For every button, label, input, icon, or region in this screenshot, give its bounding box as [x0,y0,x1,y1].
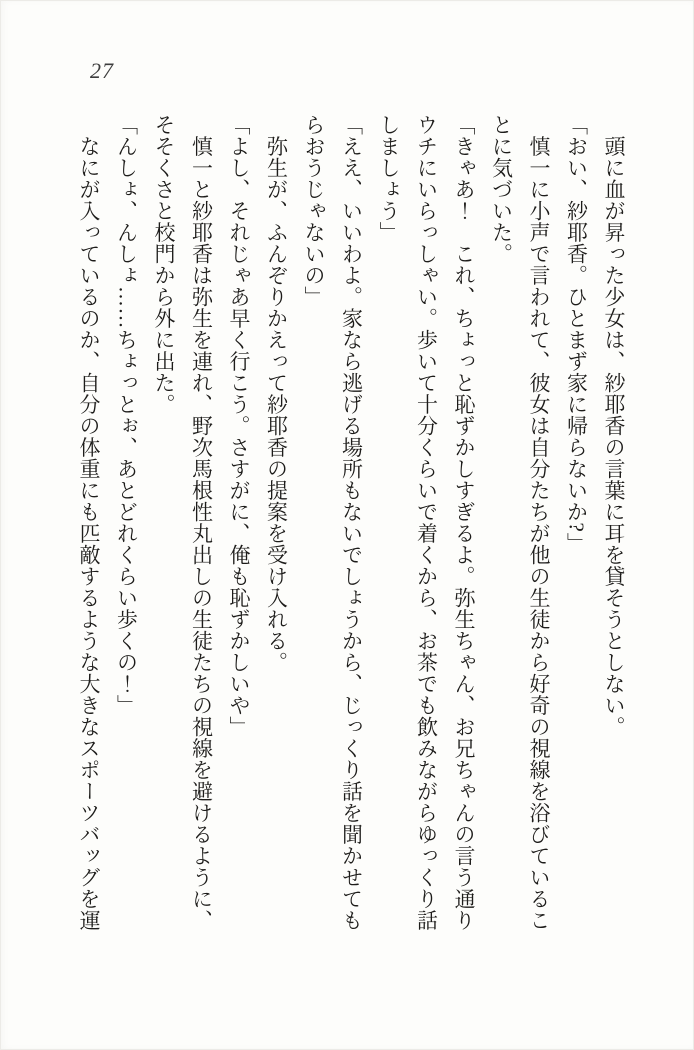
paragraph: 「よし、それじゃあ早く行こう。さすがに、俺も恥ずかしいや」 [227,114,251,738]
paragraph: なにが入っているのか、自分の体重にも匹敵するような大きなスポーツバッグを運 [77,114,101,931]
paragraph: 慎一と紗耶香は弥生を連れ、野次馬根性丸出しの生徒たちの視線を避けるように、そそくさと校門から外に出た。 [152,114,214,931]
paragraph: 「んしょ、んしょ……ちょっとぉ、あとどれくらい歩くの！」 [114,114,139,716]
paragraph: 頭に血が昇った少女は、紗耶香の言葉に耳を貸そうとしない。 [602,114,626,738]
paragraph: 「きゃあ！ これ、ちょっと恥ずかしすぎるよ。弥生ちゃん、お兄ちゃんの言う通りウチにいらっしゃい。歩いて十分くらいで着くから、お茶でも飲みながらゆっくり話しましょう」 [377,114,476,931]
page-text [68,114,632,941]
page-number: 27 [90,58,114,83]
paragraph: 「ええ、いいわよ。家なら逃げる場所もないでしょうから、じっくり話を聞かせてもらおうじゃないの」 [302,114,364,931]
paragraph: 「おい、紗耶香。ひとまず家に帰らないか?」 [564,114,589,554]
paragraph: 弥生が、ふんぞりかえって紗耶香の提案を受け入れる。 [264,114,289,673]
paragraph: 慎一に小声で言われて、彼女は自分たちが他の生徒から好奇の視線を浴びていることに気づいた。 [489,114,551,931]
